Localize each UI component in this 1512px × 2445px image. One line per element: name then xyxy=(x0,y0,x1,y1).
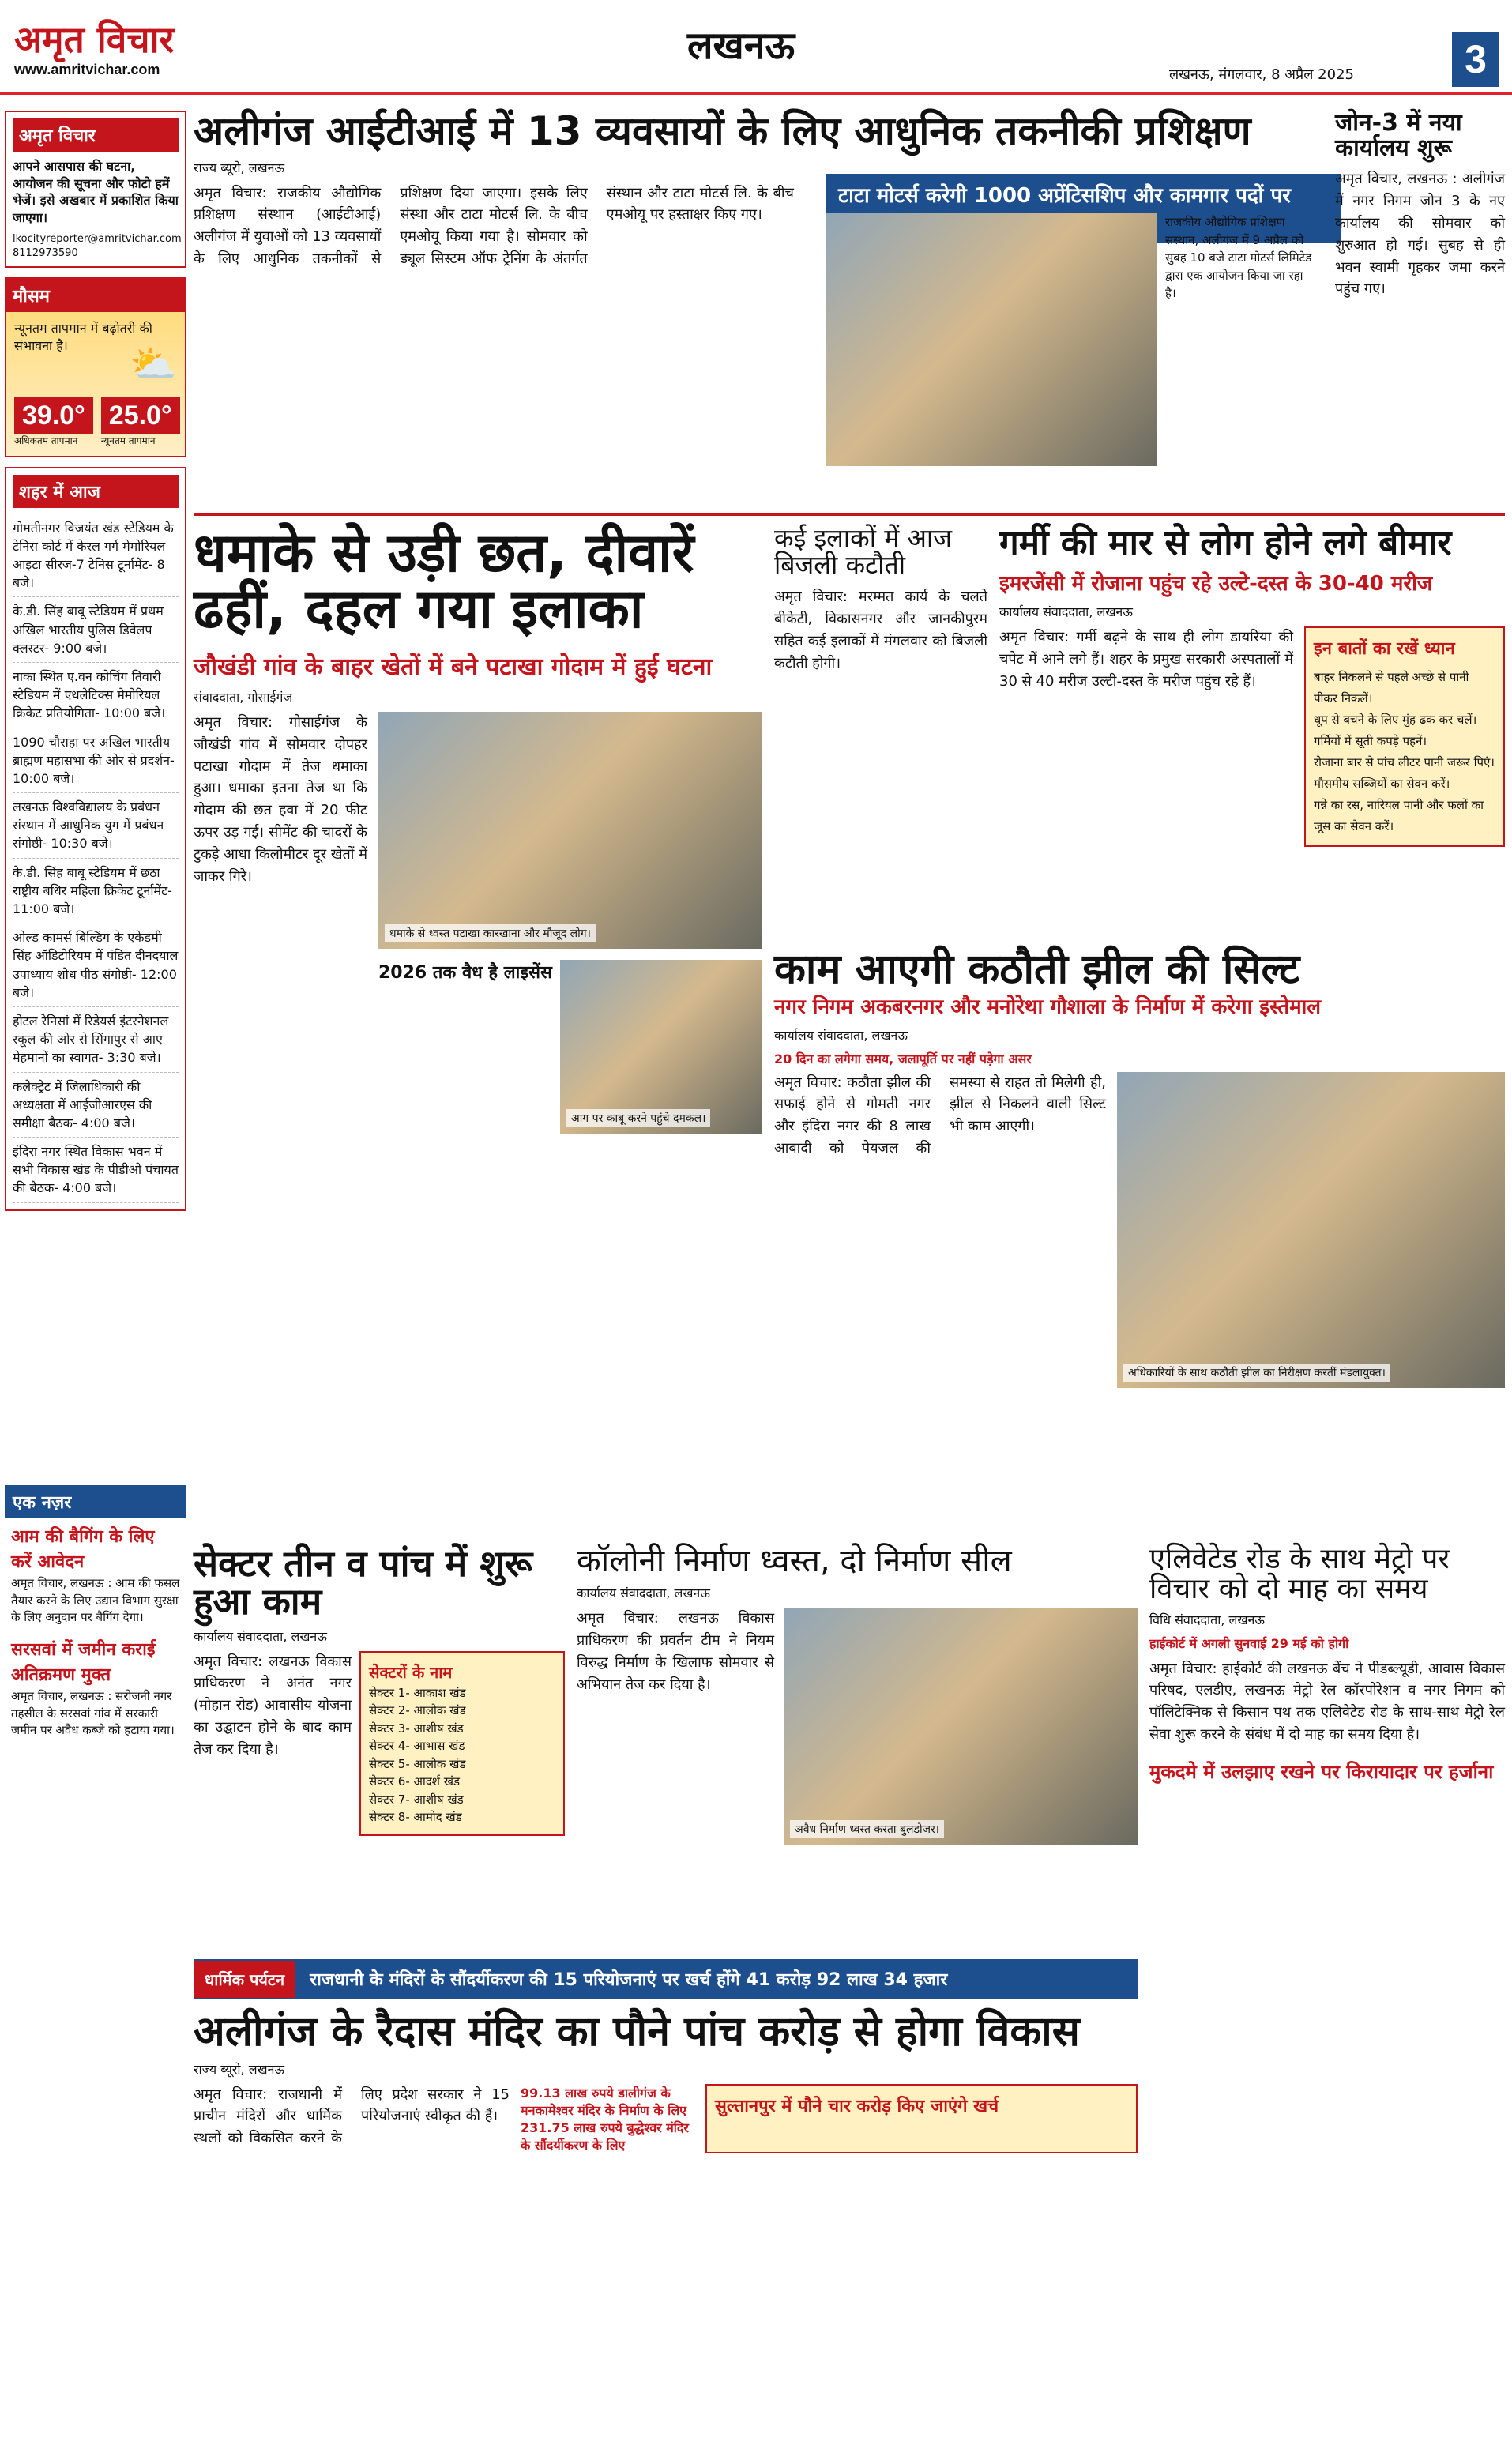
raidas-byline: राज्य ब्यूरो, लखनऊ xyxy=(194,2061,285,2077)
city-today-box xyxy=(5,467,186,1211)
colony-photo-caption: अवैध निर्माण ध्वस्त करता बुलडोजर। xyxy=(790,1820,944,1838)
sultanpur-title: सुल्तानपुर में पौने चार करोड़ किए जाएंगे खर्च xyxy=(715,2096,999,2116)
zone3-article xyxy=(1335,111,1505,506)
iti-photo xyxy=(826,213,1157,466)
temp-min-label: न्यूनतम तापमान xyxy=(100,435,156,447)
heat-tips-box xyxy=(1304,626,1505,847)
silt-content xyxy=(774,1072,1505,1388)
heat-article xyxy=(999,525,1505,936)
sultanpur-box xyxy=(705,2084,1138,2153)
temples-banner xyxy=(194,1959,1138,1999)
list-item: ओल्ड कामर्स बिल्डिंग के एकेडमी सिंह ऑडिटोरियम में पंडित दीनदयाल उपाध्याय शोध पीठ संगोष्ठी- 12:00 बजे। xyxy=(13,923,179,1007)
ek-nazar-content xyxy=(5,1518,186,1746)
list-item: के.डी. सिंह बाबू स्टेडियम में प्रथम अखिल भारतीय पुलिस डिवेलप क्लस्टर- 9:00 बजे। xyxy=(13,597,179,663)
blast-photo xyxy=(378,712,762,949)
temp-min: 25.0° xyxy=(101,397,180,434)
colony-content xyxy=(577,1608,1138,1845)
blast-content xyxy=(194,712,762,1134)
sector-headline: सेक्टर तीन व पांच में शुरू हुआ काम xyxy=(194,1542,533,1623)
blast-byline: संवाददाता, गोसाईगंज xyxy=(194,689,293,705)
list-item: इंदिरा नगर स्थित विकास भवन में सभी विकास खंड के पीडीओ पंचायत की बैठक- 4:00 बजे। xyxy=(13,1138,179,1203)
raidas-article xyxy=(194,2008,1138,2421)
list-item: गन्ने का रस, नारियल पानी और फलों का जूस का सेवन करें। xyxy=(1314,798,1484,834)
colony-byline: कार्यालय संवाददाता, लखनऊ xyxy=(577,1585,710,1601)
weather-text: न्यूनतम तापमान में बढ़ोतरी की संभावना है। xyxy=(14,321,152,354)
promo-text: आपने आसपास की घटना, आयोजन की सूचना और फोटो हमें भेजें। इसे अखबार में प्रकाशित किया जाएगा। xyxy=(13,159,179,225)
sectors-box xyxy=(359,1651,565,1836)
metro-headline: एलिवेटेड रोड के साथ मेट्रो पर विचार को दो माह का समय xyxy=(1149,1543,1450,1605)
iti-article xyxy=(194,108,1315,506)
city-title: लखनऊ xyxy=(687,24,795,68)
heat-headline: गर्मी की मार से लोग होने लगे बीमार xyxy=(999,523,1452,563)
weather-box xyxy=(5,277,186,457)
list-item: सेक्टर 4- आभास खंड xyxy=(369,1739,465,1754)
silt-headline: काम आएगी कठौती झील की सिल्ट xyxy=(774,946,1300,993)
metro-body: अमृत विचार: हाईकोर्ट की लखनऊ बेंच ने पीडब्ल्यूडी, आवास विकास परिषद, एलडीए, लखनऊ मेट्रो रेल कॉरपोरेशन व नगर निगम को पॉलिटेक्निक से किसान पथ तक एलिवेटेड रोड के साथ-साथ मेट्रो रेल सेवा शुरू करने के संबंध में दो माह का समय दिया है। xyxy=(1149,1660,1505,1743)
list-item: धूप से बचने के लिए मुंह ढक कर चलें। xyxy=(1314,713,1477,728)
license-box xyxy=(378,960,552,1134)
city-today-list xyxy=(13,514,179,1203)
fire-photo xyxy=(560,960,762,1134)
list-item: सेक्टर 7- आशीष खंड xyxy=(369,1792,464,1807)
temples-tag: धार्मिक पर्यटन xyxy=(194,1961,295,1998)
list-item: सेक्टर 5- आलोक खंड xyxy=(369,1756,466,1771)
ek-item1-title: आम की बैगिंग के लिए करें आवेदन xyxy=(11,1527,155,1572)
sector-body: अमृत विचार: लखनऊ विकास प्राधिकरण ने अनंत नगर (मोहान रोड) आवासीय योजना का उद्घाटन होने के बाद काम तेज कर दिया है। xyxy=(194,1653,352,1759)
promo-email[interactable]: lkocityreporter@amritvichar.com xyxy=(13,233,182,246)
temperature-values xyxy=(14,397,177,447)
sectors-title: सेक्टरों के नाम xyxy=(369,1662,453,1682)
list-item: सेक्टर 1- आकाश खंड xyxy=(369,1685,466,1700)
list-item: सेक्टर 3- आशीष खंड xyxy=(369,1721,464,1736)
heat-byline: कार्यालय संवाददाता, लखनऊ xyxy=(999,604,1133,620)
silt-photo-caption: अधिकारियों के साथ कठौती झील का निरीक्षण करतीं मंडलायुक्त। xyxy=(1123,1364,1390,1382)
blast-media xyxy=(378,712,762,1134)
raidas-content xyxy=(194,2084,1138,2153)
list-item: 1090 चौराहा पर अखिल भारतीय ब्राह्मण महासभा की ओर से प्रदर्शन- 10:00 बजे। xyxy=(13,728,179,794)
colony-headline: कॉलोनी निर्माण ध्वस्त, दो निर्माण सील xyxy=(577,1543,1012,1579)
temp-max: 39.0° xyxy=(14,397,93,434)
raidas-headline: अलीगंज के रैदास मंदिर का पौने पांच करोड़ से होगा विकास xyxy=(194,2008,1080,2056)
blast-subhead: जौखंडी गांव के बाहर खेतों में बने पटाखा गोदाम में हुई घटना xyxy=(194,653,713,681)
ek-nazar-box xyxy=(5,1485,186,1746)
list-item: मौसमीय सब्जियों का सेवन करें। xyxy=(1314,777,1450,792)
silt-body: अमृत विचार: कठौता झील की सफाई होने से गोमती नगर और इंदिरा नगर की 8 लाख आबादी को पेयजल की समस्या से राहत तो मिलेगी ही, झील से निकलने वाली सिल्ट भी काम आएगी। xyxy=(774,1074,1106,1157)
list-item: सेक्टर 2- आलोक खंड xyxy=(369,1703,466,1718)
colony-body: अमृत विचार: लखनऊ विकास प्राधिकरण की प्रवर्तन टीम ने नियम विरुद्ध निर्माण के खिलाफ सोमवार से अभियान तेज कर दिया है। xyxy=(577,1610,774,1693)
raidas-body: अमृत विचार: राजधानी में प्राचीन मंदिरों और धार्मिक स्थलों को विकसित करने के लिए प्रदेश सरकार ने 15 परियोजनाएं स्वीकृत की हैं। xyxy=(194,2086,510,2147)
sector-content xyxy=(194,1651,565,1836)
list-item: गोमतीनगर विजयंत खंड स्टेडियम के टेनिस कोर्ट में केरल गर्ग मेमोरियल आइटा सीरज-7 टेनिस टूर्नामेंट- 8 बजे। xyxy=(13,514,179,598)
heat-body: अमृत विचार: गर्मी बढ़ने के साथ ही लोग डायरिया की चपेट में आने लगे हैं। शहर के प्रमुख सरकारी अस्पतालों में 30 से 40 मरीज उल्टी-दस्त के मरीज पहुंच रहे हैं। xyxy=(999,629,1293,690)
heat-content xyxy=(999,626,1505,847)
ek-nazar-title: एक नज़र xyxy=(5,1485,186,1518)
list-item: सेक्टर 8- आमोद खंड xyxy=(369,1810,462,1825)
promo-box xyxy=(5,111,186,268)
silt-article xyxy=(774,948,1505,1533)
raidas-note: 99.13 लाख रुपये डालीगंज के मनकामेश्वर मंदिर के निर्माण के लिए 231.75 लाख रुपये बुद्धेश्वर मंदिर के सौंदर्यीकरण के लिए xyxy=(521,2085,689,2153)
sun-cloud-icon: ⛅ xyxy=(130,341,177,386)
iti-banner: टाटा मोटर्स करेगी 1000 अप्रेंटिसशिप और कामगार पदों पर xyxy=(826,174,1341,243)
list-item: गर्मियों में सूती कपड़े पहनें। xyxy=(1314,734,1427,749)
page-number: 3 xyxy=(1452,32,1499,87)
iti-headline: अलीगंज आईटीआई में 13 व्यवसायों के लिए आधुनिक तकनीकी प्रशिक्षण xyxy=(194,108,1251,154)
promo-title: अमृत विचार xyxy=(13,118,179,152)
zone3-headline: जोन-3 में नया कार्यालय शुरू xyxy=(1335,109,1462,162)
sector-article xyxy=(194,1544,565,1947)
list-item: बाहर निकलने से पहले अच्छे से पानी पीकर निकलें। xyxy=(1314,670,1469,706)
metro-sub-headline: मुकदमे में उलझाए रखने पर किरायादार पर हर्जाना xyxy=(1149,1761,1494,1784)
blast-row xyxy=(378,960,762,1134)
list-item: के.डी. सिंह बाबू स्टेडियम में छठा राष्ट्रीय बधिर महिला क्रिकेट टूर्नामेंट- 11:00 बजे। xyxy=(13,859,179,924)
temp-max-label: अधिकतम तापमान xyxy=(14,435,78,447)
left-sidebar xyxy=(5,111,186,1221)
fire-photo-caption: आग पर काबू करने पहुंचे दमकल। xyxy=(566,1109,710,1127)
heat-subhead: इमरजेंसी में रोजाना पहुंच रहे उल्टे-दस्त के 30-40 मरीज xyxy=(999,572,1433,596)
colony-article xyxy=(577,1544,1138,1947)
heat-tips-list xyxy=(1314,667,1495,837)
power-article xyxy=(774,525,987,936)
masthead: अमृत विचार xyxy=(14,18,175,61)
weather-content xyxy=(6,312,185,455)
metro-note: हाईकोर्ट में अगली सुनवाई 29 मई को होगी xyxy=(1149,1635,1349,1651)
list-item: नाका स्थित ए.वन कोचिंग तिवारी स्टेडियम में एथलेटिक्स मेमोरियल क्रिकेट प्रतियोगिता- 10:00 बजे। xyxy=(13,663,179,728)
power-body: अमृत विचार: मरम्मत कार्य के चलते बीकेटी, विकासनगर और जानकीपुरम सहित कई इलाकों में मंगलवार को बिजली कटौती होगी। xyxy=(774,589,987,671)
iti-side-note: राजकीय औद्योगिक प्रशिक्षण संस्थान, अलीगंज में 9 अप्रैल को सुबह 10 बजे टाटा मोटर्स लिमिटेड द्वारा एक आयोजन किया जा रहा है। xyxy=(1165,215,1312,300)
blast-body: अमृत विचार: गोसाईगंज के जौखंडी गांव में सोमवार दोपहर पटाखा गोदाम में तेज धमाका हुआ। धमाका इतना तेज था कि गोदाम की छत हवा में 20 फीट ऊपर उड़ गई। सीमेंट की चादरों के टुकड़े आधा किलोमीटर दूर खेतों में जाकर गिरे। xyxy=(194,713,367,886)
ek-item1-text: अमृत विचार, लखनऊ : आम की फसल तैयार करने के लिए उद्यान विभाग सुरक्षा के लिए अनुदान पर बैगिंग देगा। xyxy=(11,1575,180,1625)
divider xyxy=(194,513,1505,516)
dateline: लखनऊ, मंगलवार, 8 अप्रैल 2025 xyxy=(1169,66,1354,83)
promo-whatsapp: 8112973590 xyxy=(13,246,78,259)
iti-body: अमृत विचार: राजकीय औद्योगिक प्रशिक्षण संस्थान (आईटीआई) अलीगंज में युवाओं को 13 व्यवसायों के लिए आधुनिक तकनीकों से प्रशिक्षण दिया जाएगा। इसके लिए संस्था और टाटा मोटर्स लि. के बीच एमओयू किया गया है। सोमवार को ड्यूल सिस्टम ऑफ ट्रेनिंग के अंतर्गत संस्थान और टाटा मोटर्स लि. के बीच एमओयू पर हस्ताक्षर किए गए। xyxy=(194,184,794,268)
silt-subhead: नगर निगम अकबरनगर और मनोरेथा गौशाला के निर्माण में करेगा इस्तेमाल xyxy=(774,995,1322,1019)
silt-byline: कार्यालय संवाददाता, लखनऊ xyxy=(774,1027,908,1043)
zone3-body: अमृत विचार, लखनऊ : अलीगंज में नगर निगम जोन 3 के नए कार्यालय की सोमवार को शुरुआत हो गई। सुबह से ही भवन स्वामी गृहकर जमा करने पहुंच गए। xyxy=(1335,171,1505,298)
metro-article xyxy=(1149,1544,1505,2413)
list-item: कलेक्ट्रेट में जिलाधिकारी की अध्यक्षता में आईजीआरएस की समीक्षा बैठक- 4:00 बजे। xyxy=(13,1073,179,1138)
blast-photo-caption: धमाके से ध्वस्त पटाखा कारखाना और मौजूद लोग। xyxy=(385,924,596,942)
silt-photo xyxy=(1117,1072,1505,1388)
ek-item2-text: अमृत विचार, लखनऊ : सरोजनी नगर तहसील के सरसवां गांव में सरकारी जमीन पर अवैध कब्जे को हटाया गया। xyxy=(11,1688,175,1738)
list-item: होटल रेनिसां में रिडेयर्स इंटरनेशनल स्कूल की ओर से सिंगापुर से आए मेहमानों का स्वागत- 3:30 बजे। xyxy=(13,1007,179,1073)
list-item: रोजाना बार से पांच लीटर पानी जरूर पिएं। xyxy=(1314,755,1495,770)
heat-tips-title: इन बातों का रखें ध्यान xyxy=(1314,639,1455,660)
silt-note: 20 दिन का लगेगा समय, जलापूर्ति पर नहीं पड़ेगा असर xyxy=(774,1051,1032,1066)
sector-byline: कार्यालय संवाददाता, लखनऊ xyxy=(194,1628,327,1644)
ek-item2-title: सरसवां में जमीन कराई अतिक्रमण मुक्त xyxy=(11,1640,156,1685)
metro-byline: विधि संवाददाता, लखनऊ xyxy=(1149,1612,1265,1627)
iti-byline: राज्य ब्यूरो, लखनऊ xyxy=(194,160,285,175)
temples-banner-text: राजधानी के मंदिरों के सौंदर्यीकरण की 15 परियोजनाएं पर खर्च होंगे 41 करोड़ 92 लाख 34 हजार xyxy=(310,1970,948,1990)
blast-headline: धमाके से उड़ी छत, दीवारें ढहीं, दहल गया इलाका xyxy=(194,522,694,641)
blast-article xyxy=(194,522,762,1537)
colony-photo xyxy=(784,1608,1138,1845)
site-url[interactable]: www.amritvichar.com xyxy=(14,62,160,77)
weather-title: मौसम xyxy=(6,279,185,312)
power-headline: कई इलाकों में आज बिजली कटौती xyxy=(774,523,952,580)
list-item: सेक्टर 6- आदर्श खंड xyxy=(369,1774,461,1789)
license-title: 2026 तक वैध है लाइसेंस xyxy=(378,962,552,983)
city-today-title: शहर में आज xyxy=(13,475,179,508)
list-item: लखनऊ विश्वविद्यालय के प्रबंधन संस्थान में आधुनिक युग में प्रबंधन संगोष्ठी- 10:30 बजे। xyxy=(13,793,179,859)
